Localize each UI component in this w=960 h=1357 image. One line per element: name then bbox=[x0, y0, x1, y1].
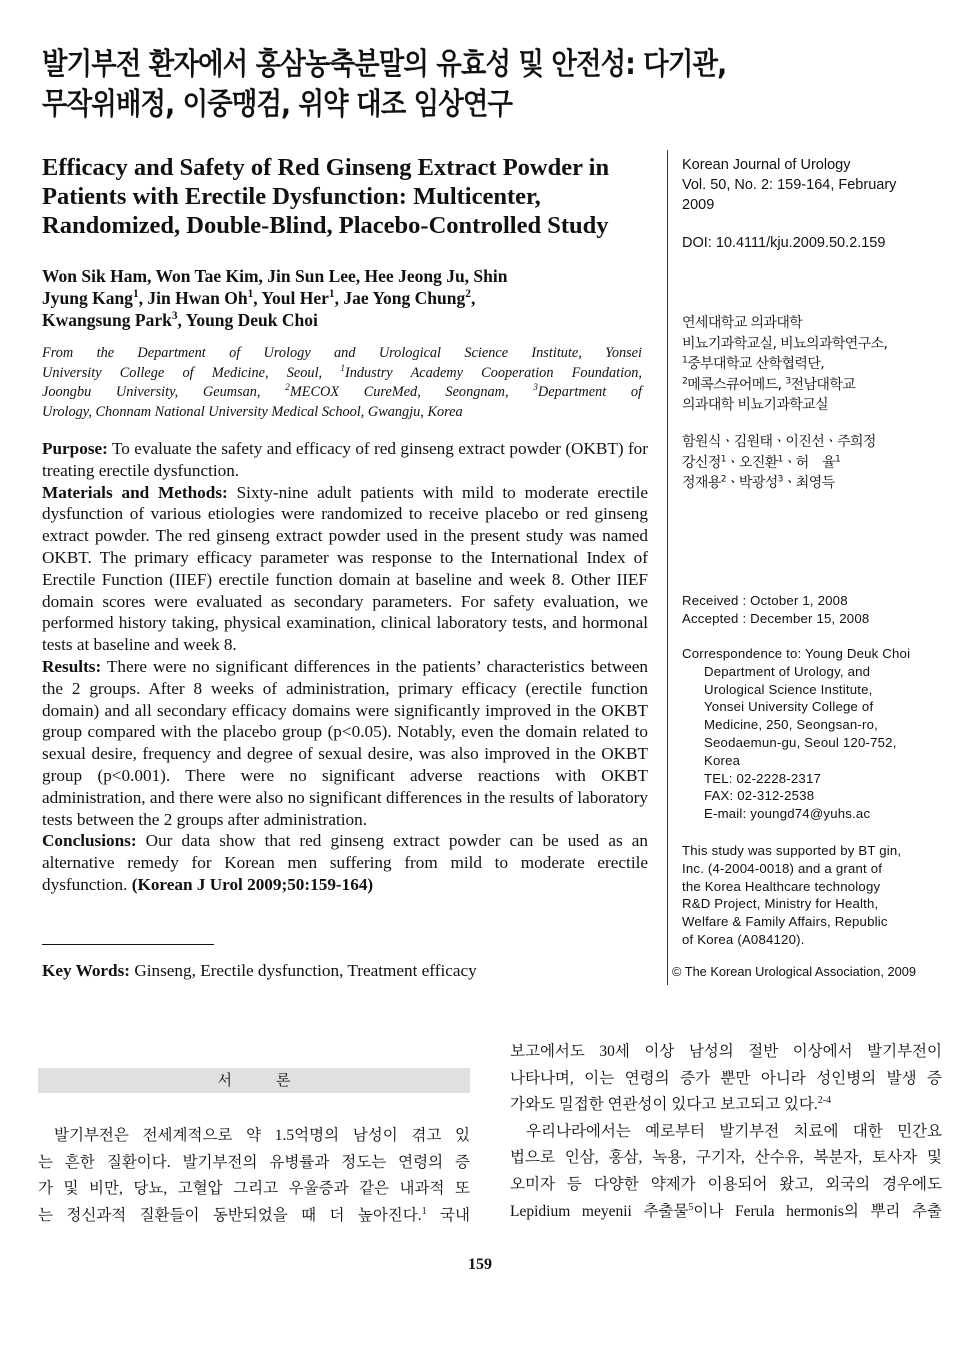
affiliation-marker: 1 bbox=[132, 288, 139, 301]
section-heading-introduction bbox=[38, 1068, 470, 1093]
author-name: , Youl Her bbox=[253, 288, 329, 308]
korean-title-line: 무작위배정, 이중맹검, 위약 대조 임상연구 bbox=[42, 87, 513, 122]
funding-statement bbox=[682, 842, 952, 949]
affiliation-text: 전남대학교 bbox=[790, 376, 856, 393]
author-name: ㆍ오진환 bbox=[725, 454, 778, 471]
address-line: Urological Science Institute, bbox=[704, 681, 873, 697]
reference-marker: 5 bbox=[688, 1201, 694, 1213]
affiliation-marker: 1 bbox=[720, 453, 726, 464]
affiliation-text: 중부대학교 산학협력단, bbox=[687, 356, 825, 372]
body-line bbox=[510, 1199, 942, 1226]
affiliation-marker: 3 bbox=[171, 310, 178, 323]
body-line: 가 및 비만, 당뇨, 고혈압 그리고 우울증과 같은 내과적 또 bbox=[38, 1180, 470, 1198]
body-column-left bbox=[38, 1123, 470, 1229]
korean-author-line bbox=[682, 453, 952, 474]
affiliation-marker: 1 bbox=[340, 363, 345, 374]
received-date: Received : October 1, 2008 bbox=[682, 593, 848, 608]
affiliation-text: Department of bbox=[537, 384, 642, 401]
section-label: Results: bbox=[42, 656, 102, 676]
affiliation-marker: 2 bbox=[465, 288, 471, 301]
affiliation-marker: 2 bbox=[720, 474, 726, 485]
korean-author-line: 함원식ㆍ김원태ㆍ이진선ㆍ주희정 bbox=[682, 434, 876, 450]
korean-affiliation-line: 연세대학교 의과대학 bbox=[682, 315, 803, 331]
body-line: 우리나라에서는 예로부터 발기부전 치료에 대한 민간요 bbox=[526, 1122, 942, 1140]
korean-affiliation-line: 비뇨기과학교실, 비뇨의과학연구소, bbox=[682, 335, 888, 352]
journal-info bbox=[682, 155, 952, 215]
body-line bbox=[38, 1203, 470, 1230]
author-name: Kwangsung Park bbox=[42, 310, 172, 330]
doi: DOI: 10.4111/kju.2009.50.2.159 bbox=[682, 235, 886, 251]
body-text: 가와도 밀접한 연관성이 있다고 보고되고 있다. bbox=[510, 1096, 818, 1114]
affiliation-line bbox=[42, 364, 642, 384]
author-name: ㆍ최영득 bbox=[782, 475, 835, 491]
correspondence-author: Correspondence to: Young Deuk Choi bbox=[682, 646, 911, 661]
body-line: 발기부전은 전세계적으로 약 1.5억명의 남성이 겪고 있 bbox=[54, 1127, 470, 1144]
email-address: E-mail: youngd74@yuhs.ac bbox=[704, 806, 871, 822]
author-line bbox=[42, 287, 652, 309]
affiliation-marker: 1 bbox=[682, 355, 688, 366]
affiliation-text: MECOX CureMed, Seongnam, bbox=[289, 384, 534, 401]
english-title bbox=[42, 153, 652, 240]
divider bbox=[42, 944, 214, 945]
author-name: , Jin Hwan Oh bbox=[138, 288, 248, 308]
funding-line: Inc. (4-2004-0018) and a grant of bbox=[682, 860, 883, 876]
affiliation-line: Urology, Chonnam National University Medical School, Gwangju, Korea bbox=[42, 404, 463, 421]
abstract-methods bbox=[42, 482, 648, 656]
reference-marker: 1 bbox=[421, 1205, 427, 1217]
body-text: Lepidium meyenii 추출물 bbox=[510, 1202, 689, 1220]
body-line: 나타나며, 이는 연령의 증가 뿐만 아니라 성인병의 발생 증 bbox=[510, 1069, 942, 1087]
body-line: 법으로 인삼, 홍삼, 녹용, 구기자, 산수유, 복분자, 토사자 및 bbox=[510, 1149, 942, 1167]
korean-title bbox=[42, 45, 816, 125]
address-line: Yonsei University College of bbox=[704, 699, 874, 715]
affiliation-line: From the Department of Urology and Urological Science Institute, Yonsei bbox=[42, 345, 642, 361]
english-title-line: Patients with Erectile Dysfunction: Multicenter, bbox=[42, 183, 541, 210]
body-text: 이나 Ferula hermonis의 뿌리 추출 bbox=[693, 1202, 942, 1220]
section-text: Our data show that red ginseng extract powder can be used as an alternative remedy for Korean men suffering from mild to moderate erectile dysfunction. bbox=[42, 831, 648, 894]
affiliation-marker: 1 bbox=[328, 288, 335, 301]
address-line: Medicine, 250, Seongsan-ro, bbox=[704, 717, 879, 733]
affiliation-marker: 3 bbox=[785, 375, 791, 386]
affiliation-marker: 1 bbox=[835, 453, 841, 464]
korean-author-line bbox=[682, 473, 952, 494]
section-label: Conclusions: bbox=[42, 831, 137, 851]
korean-affiliation-line bbox=[682, 375, 952, 396]
section-label: Purpose: bbox=[42, 439, 108, 458]
author-name: ㆍ박광성 bbox=[725, 475, 778, 491]
journal-year: 2009 bbox=[682, 197, 715, 213]
affiliations bbox=[42, 344, 642, 423]
fax-number: FAX: 02-312-2538 bbox=[704, 788, 815, 804]
funding-line: Welfare & Family Affairs, Republic bbox=[682, 914, 888, 930]
address-line: Seodaemun-gu, Seoul 120-752, bbox=[704, 734, 897, 750]
copyright-notice: © The Korean Urological Association, 2009 bbox=[672, 964, 916, 979]
affiliation-text: Industry Academy Cooperation Foundation, bbox=[344, 364, 642, 381]
author-name: , Young Deuk Choi bbox=[177, 310, 318, 330]
affiliation-text: University College of Medicine, Seoul, bbox=[42, 364, 341, 381]
body-column-right bbox=[510, 1039, 942, 1225]
author-list bbox=[42, 265, 652, 331]
page-number: 159 bbox=[468, 1256, 492, 1273]
abstract-conclusions bbox=[42, 830, 648, 895]
address-line: Department of Urology, and bbox=[704, 663, 871, 679]
address-line: Korea bbox=[704, 752, 741, 768]
funding-line: R&D Project, Ministry for Health, bbox=[682, 896, 879, 912]
accepted-date: Accepted : December 15, 2008 bbox=[682, 611, 870, 626]
keywords bbox=[42, 960, 652, 982]
body-line bbox=[510, 1092, 942, 1119]
correspondence bbox=[682, 645, 952, 823]
author-line: Won Sik Ham, Won Tae Kim, Jin Sun Lee, Hee Jeong Ju, Shin bbox=[42, 266, 508, 286]
affiliation-marker: 1 bbox=[247, 288, 254, 301]
author-name: ㆍ허 율 bbox=[782, 454, 836, 471]
abstract bbox=[42, 438, 648, 896]
author-name: 정재용 bbox=[682, 475, 721, 491]
funding-line: This study was supported by BT gin, bbox=[682, 843, 902, 858]
affiliation-marker: 3 bbox=[533, 383, 538, 394]
affiliation-marker: 2 bbox=[285, 383, 290, 394]
section-label: Materials and Methods: bbox=[42, 482, 228, 502]
korean-title-line: 발기부전 환자에서 홍삼농축분말의 유효성 및 안전성: 다기관, bbox=[42, 47, 727, 82]
phone-number: TEL: 02-2228-2317 bbox=[704, 770, 822, 786]
body-text: 는 정신과적 질환들이 동반되었을 때 더 높아진다. bbox=[38, 1206, 422, 1224]
affiliation-text: 메콕스큐어메드, bbox=[687, 376, 786, 393]
citation: (Korean J Urol 2009;50:159-164) bbox=[131, 874, 374, 894]
body-text: 국내 bbox=[426, 1206, 470, 1224]
author-line bbox=[42, 309, 652, 331]
journal-issue: Vol. 50, No. 2: 159-164, February bbox=[682, 177, 897, 193]
body-line: 는 흔한 질환이다. 발기부전의 유병률과 정도는 연령의 증 bbox=[38, 1153, 470, 1171]
body-line: 보고에서도 30세 이상 남성의 절반 이상에서 발기부전이 bbox=[510, 1043, 942, 1060]
abstract-purpose bbox=[42, 438, 648, 482]
funding-line: of Korea (A084120). bbox=[682, 931, 805, 947]
keywords-label: Key Words: bbox=[42, 961, 131, 980]
korean-affiliation-line: 의과대학 비뇨기과학교실 bbox=[682, 397, 829, 413]
section-text: Sixty-nine adult patients with mild to moderate erectile dysfunction of various etiologies were randomized to receive placebo or red ginseng extract powder. The red ginseng extract powder used in the present study was named OKBT. The primary efficacy parameter was response to the International Index of Erectile Function (IIEF) erectile function domain at baseline and week 8. Other IIEF domain scores were evaluated as secondary parameters. For safety evaluation, we performed history taking, physical examination, clinical laboratory tests, and hormonal tests at baseline and week 8. bbox=[42, 482, 648, 655]
author-name: , Jae Yong Chung bbox=[334, 288, 466, 308]
korean-authors bbox=[682, 432, 952, 494]
reference-marker: 2-4 bbox=[817, 1095, 832, 1107]
abstract-results bbox=[42, 656, 648, 830]
section-text: To evaluate the safety and efficacy of red ginseng extract powder (OKBT) for treating erectile dysfunction. bbox=[42, 439, 648, 480]
affiliation-marker: 3 bbox=[777, 474, 783, 485]
section-text: There were no significant differences in the patients’ characteristics between the 2 groups. After 8 weeks of administration, primary efficacy (erectile function domain) and all secondary efficacy domains were significantly improved in the OKBT group compared with the placebo group (p<0.05). Notably, even the domain related to sexual desire, frequency and degree of sexual desire, was also improved in the OKBT group (p<0.001). There were no significant adverse reactions with OKBT administration, and there were also no significant differences in the results of laboratory tests between the 2 groups after administration. bbox=[42, 656, 648, 829]
affiliation-text: Joongbu University, Geumsan, bbox=[42, 384, 286, 401]
author-name: 강신정 bbox=[682, 454, 721, 471]
body-line: 오미자 등 다양한 약제가 이용되어 왔고, 외국의 경우에도 bbox=[510, 1175, 942, 1193]
article-dates bbox=[682, 592, 952, 628]
affiliation-line bbox=[42, 383, 642, 403]
english-title-line: Randomized, Double-Blind, Placebo-Controlled Study bbox=[42, 212, 609, 239]
funding-line: the Korea Healthcare technology bbox=[682, 878, 881, 894]
english-title-line: Efficacy and Safety of Red Ginseng Extract Powder in bbox=[42, 154, 610, 181]
journal-name: Korean Journal of Urology bbox=[682, 157, 851, 173]
column-divider bbox=[667, 150, 668, 985]
keywords-text: Ginseng, Erectile dysfunction, Treatment efficacy bbox=[130, 961, 477, 980]
author-name: Jyung Kang bbox=[42, 288, 133, 308]
affiliation-marker: 2 bbox=[682, 375, 688, 386]
affiliation-marker: 1 bbox=[777, 453, 783, 464]
section-heading-text: 서론 bbox=[217, 1071, 335, 1089]
korean-affiliations bbox=[682, 313, 952, 416]
separator: , bbox=[470, 288, 476, 308]
korean-affiliation-line bbox=[682, 354, 952, 375]
